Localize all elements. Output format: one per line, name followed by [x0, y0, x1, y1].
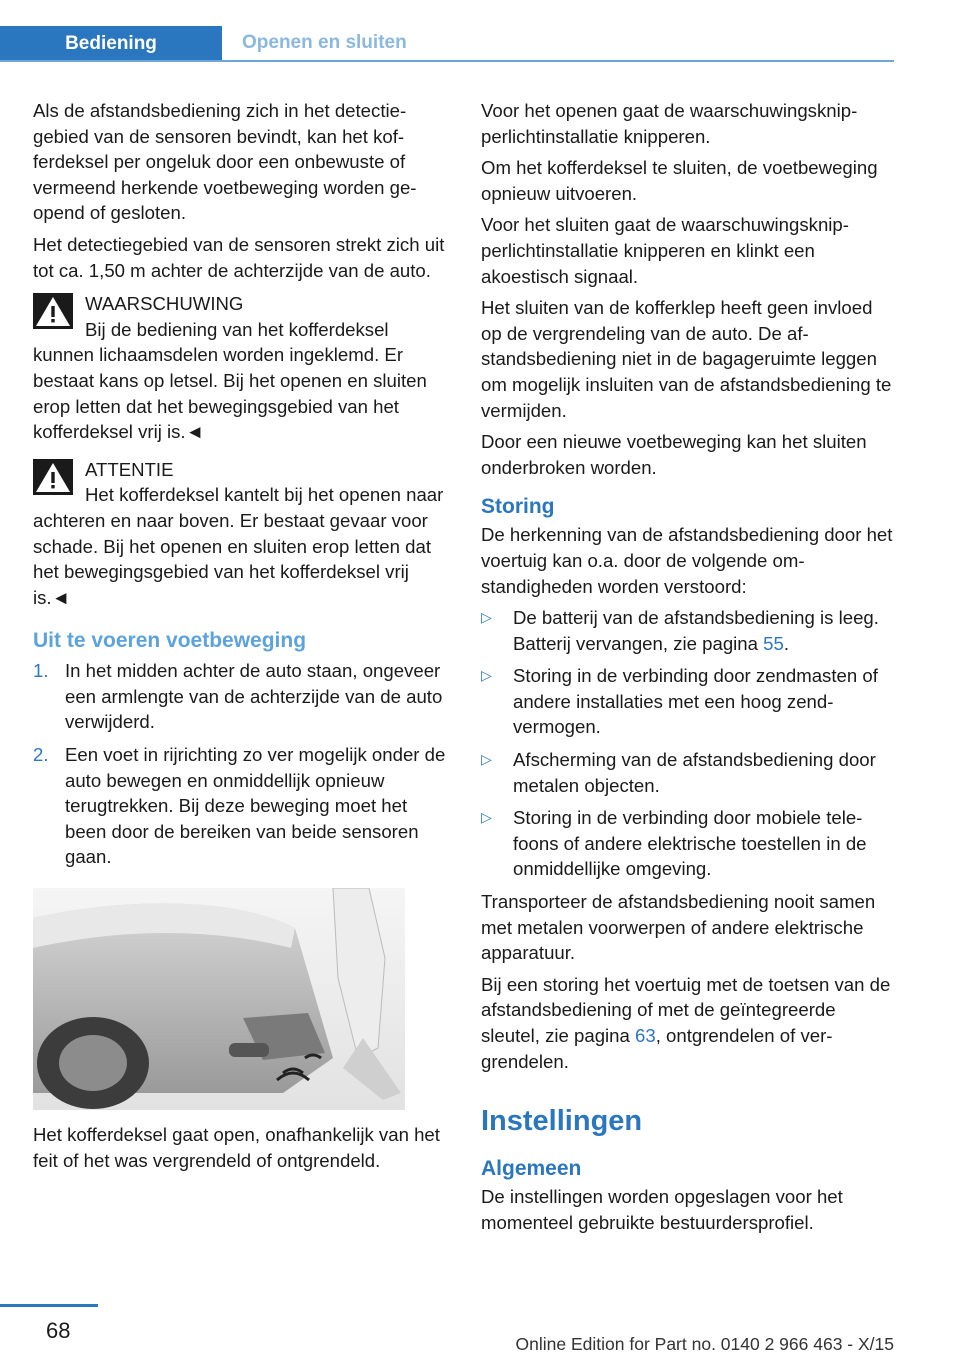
storing-list: [481, 605, 897, 882]
steps-list: [33, 658, 449, 870]
warning-triangle-icon: [33, 459, 73, 495]
bullet-triangle-icon: ▷: [481, 809, 492, 826]
bullet-text: Storing in de verbinding door zendmasten of andere installaties met een hoog zendvermogen.: [513, 665, 878, 738]
bullet-text-end: .: [783, 632, 789, 654]
caution-block: [33, 457, 449, 611]
step-number: 2.: [33, 744, 49, 766]
paragraph: Het detectiegebied van de sensoren strekt zich uit tot ca. 1,50 m achter de achterzijde van de auto.: [33, 233, 445, 281]
left-column: [33, 98, 449, 1179]
bullet-triangle-icon: ▷: [481, 609, 492, 626]
page-link-63[interactable]: 63: [635, 1025, 656, 1046]
section-heading-storing: Storing: [481, 495, 555, 519]
list-item: [33, 658, 449, 735]
paragraph-text-end: , ontgrendelen of vergrendelen.: [481, 1025, 833, 1072]
subheading-algemeen: Algemeen: [481, 1157, 582, 1181]
list-item: [481, 747, 897, 798]
warning-triangle-icon: [33, 293, 73, 329]
paragraph: Door een nieuwe voetbeweging kan het sluiten onderbroken worden.: [481, 431, 867, 478]
paragraph: Voor het openen gaat de waarschuwingsknipperlichtinstallatie knipperen.: [481, 100, 858, 147]
list-item: [481, 605, 897, 656]
section-heading-instellingen: Instellingen: [481, 1105, 643, 1138]
warning-block: [33, 291, 449, 445]
paragraph: De herkenning van de afstandsbediening door het voertuig kan o.a. door de volgende omstandigheden worden verstoord:: [481, 524, 893, 597]
section-heading-foot-movement: Uit te voeren voetbeweging: [33, 629, 307, 653]
edition-footer: Online Edition for Part no. 0140 2 966 463 - X/15: [515, 1334, 894, 1354]
header-tabs: [0, 26, 894, 62]
step-text: In het midden achter de auto staan, ongeveer een armlengte van de achterzijde van de auto verwijderd.: [65, 660, 443, 733]
paragraph: Transporteer de afstandsbediening nooit samen met metalen voorwerpen of andere elektrische apparatuur.: [481, 891, 876, 964]
tab-openen-en-sluiten[interactable]: Openen en sluiten: [242, 32, 407, 53]
figure-foot-gesture: [33, 888, 405, 1110]
bullet-text: De batterij van de afstandsbediening is leeg. Batterij vervangen, zie pagina: [513, 607, 879, 654]
paragraph: Om het kofferdeksel te sluiten, de voetbeweging opnieuw uitvoeren.: [481, 157, 878, 204]
warning-title: WAARSCHUWING: [85, 293, 244, 315]
tab-bediening[interactable]: Bediening: [0, 26, 222, 62]
car-rear-illustration: [33, 888, 405, 1110]
list-item: [33, 742, 449, 870]
bullet-triangle-icon: ▷: [481, 751, 492, 768]
paragraph: [481, 972, 897, 1074]
list-item: [481, 663, 897, 740]
step-text: Een voet in rijrichting zo ver mogelijk onder de auto bewegen en onmiddellijk opnieuw terugtrekken. Bij deze beweging moet het been door de bereiken van beide sensoren gaan.: [65, 744, 446, 868]
page-link-55[interactable]: 55: [763, 632, 784, 654]
paragraph: Het kofferdeksel gaat open, onafhankelijk van het feit of het was vergrendeld of ontgrendeld.: [33, 1124, 440, 1171]
bullet-text: Storing in de verbinding door mobiele telefoons of andere elektrische toestellen in de onmiddellijke omgeving.: [513, 807, 867, 880]
paragraph: Het sluiten van de kofferklep heeft geen invloed op de vergrendeling van de auto. De afstandsbediening niet in de bagageruimte leggen om mogelijk insluiten van de afstandsbediening te vermijden.: [481, 297, 892, 421]
paragraph: Voor het sluiten gaat de waarschuwingsknipperlichtinstallatie knipperen en klinkt een akoestisch signaal.: [481, 214, 849, 287]
bullet-triangle-icon: ▷: [481, 667, 492, 684]
paragraph: Als de afstandsbediening zich in het detectiegebied van de sensoren bevindt, kan het kofferdeksel per ongeluk door een onbewuste of vermeend herkende voetbeweging worden geopend of gesloten.: [33, 100, 417, 224]
list-item: [481, 805, 897, 882]
warning-text: Bij de bediening van het kofferdeksel kunnen lichaamsdelen worden ingeklemd. Er bestaat kans op letsel. Bij het openen en sluiten erop letten dat het bewegingsgebied van het kofferdeksel vrij is.◄: [33, 318, 427, 443]
caution-text: Het kofferdeksel kantelt bij het openen naar achteren en naar boven. Er bestaat gevaar voor schade. Bij het openen en sluiten erop letten dat het bewegingsgebied van het kofferdeksel vrij is.◄: [33, 484, 444, 608]
page-number-rule: [0, 1304, 98, 1307]
paragraph: De instellingen worden opgeslagen voor het momenteel gebruikte bestuurdersprofiel.: [481, 1186, 843, 1233]
paragraph-text: Bij een storing het voertuig met de toetsen van de afstandsbediening of met de geïntegreerde sleutel, zie pagina: [481, 973, 891, 1046]
bullet-text: Afscherming van de afstandsbediening door metalen objecten.: [513, 749, 876, 796]
right-column: [481, 98, 897, 1241]
caution-title: ATTENTIE: [85, 458, 174, 480]
page-number: 68: [46, 1318, 71, 1343]
step-number: 1.: [33, 660, 49, 682]
header-divider: [0, 60, 894, 62]
